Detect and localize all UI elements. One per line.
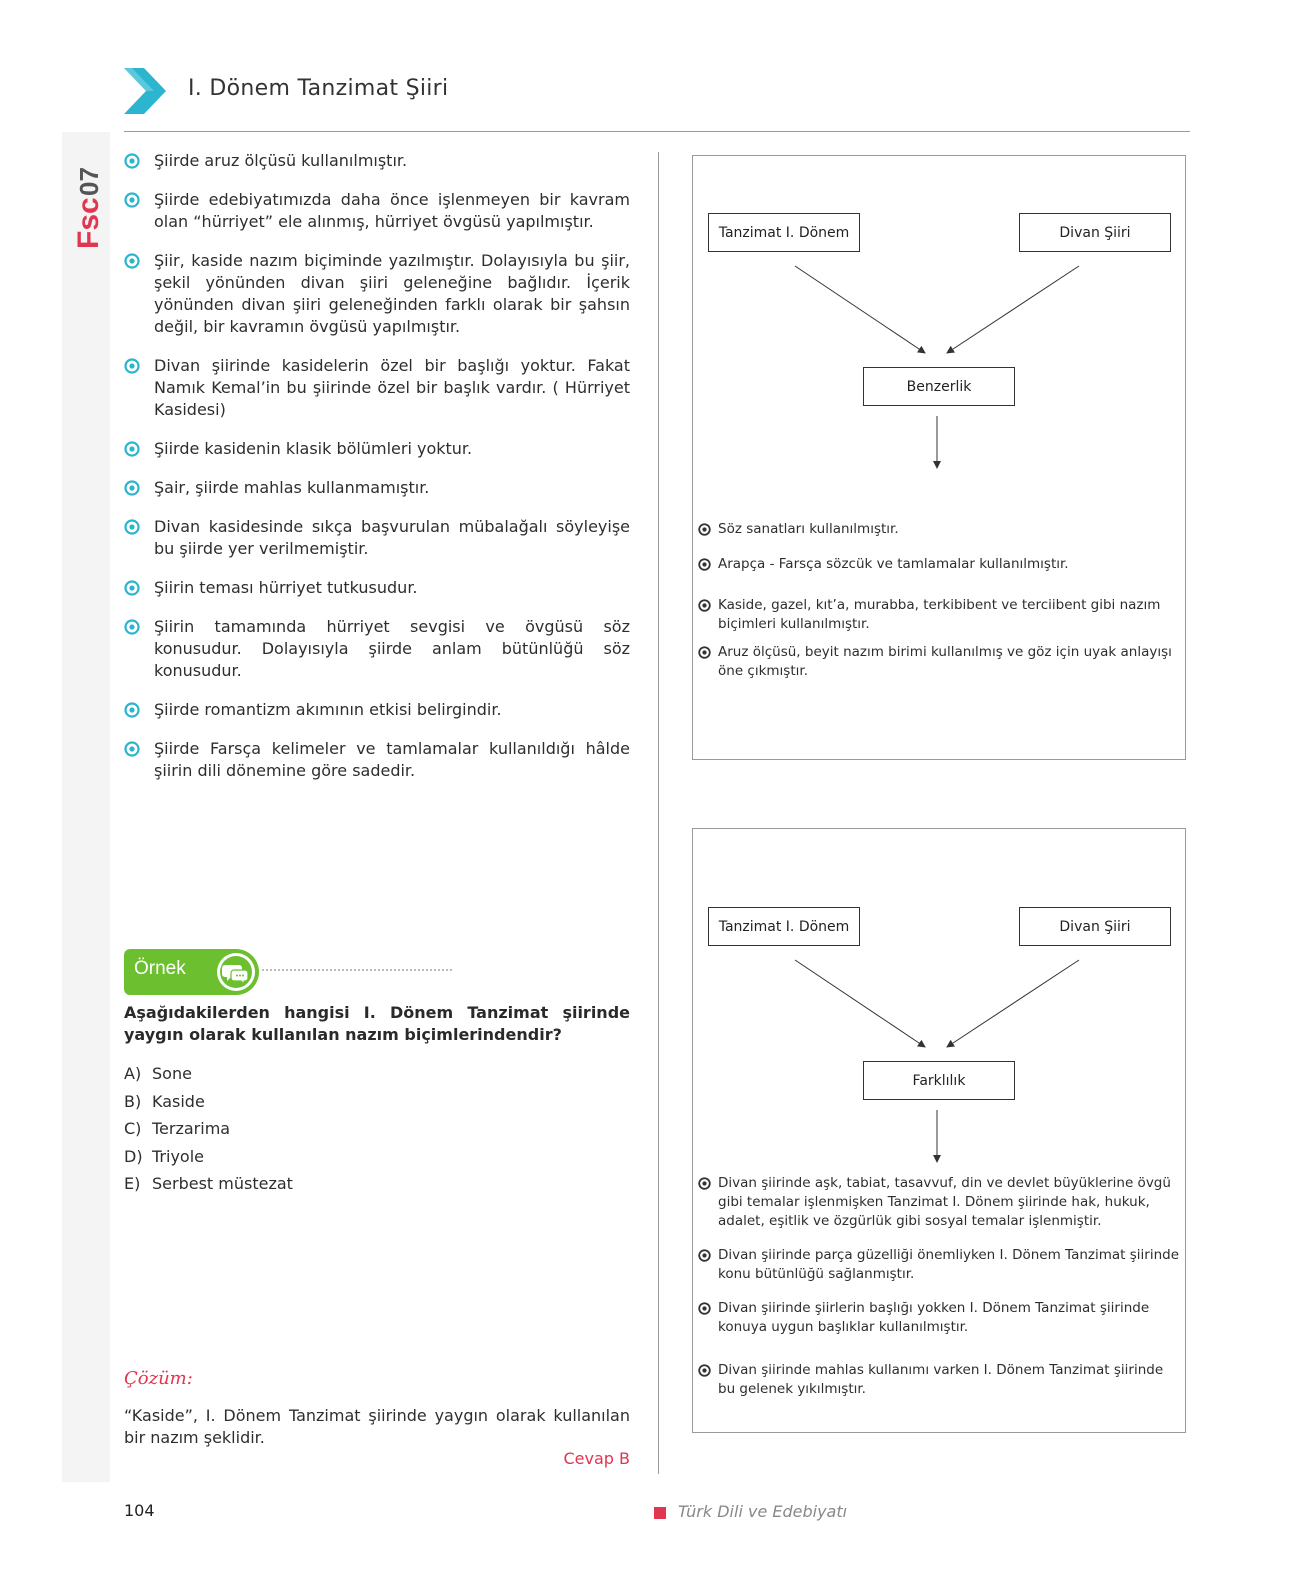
list-item (124, 189, 630, 233)
list-item-text: Şiirin tamamında hürriyet sevgisi ve övgüsü söz konusudur. Dolayısıyla şiirde anlam bütünlüğü söz konusudur. (154, 617, 630, 680)
box-benzerlik: Benzerlik (863, 367, 1015, 406)
option-letter: E) (124, 1174, 141, 1193)
target-bullet-icon (124, 519, 140, 535)
target-bullet-icon (124, 153, 140, 169)
diagram-list-item (693, 555, 1179, 574)
answer-label: Cevap B (563, 1449, 630, 1468)
chevron-right-icon (124, 68, 166, 114)
diagram-list-item (693, 1361, 1179, 1399)
option-item (124, 1088, 293, 1116)
option-letter: D) (124, 1146, 143, 1166)
list-item (124, 150, 630, 172)
list-item (124, 438, 630, 460)
list-item-text: Şiirde edebiyatımızda daha önce işlenmeyen bir kavram olan “hürriyet” ele alınmış, hürriyet övgüsü yapılmıştır. (154, 190, 630, 231)
list-item-text: Divan şiirinde kasidelerin özel bir başlığı yoktur. Fakat Namık Kemal’in bu şiirinde özel bir başlık vardır. ( Hürriyet Kasidesi) (154, 356, 630, 419)
diagram-list-item (693, 520, 1179, 539)
option-letter: B) (124, 1091, 142, 1111)
diagram-item-text: Divan şiirinde şiirlerin başlığı yokken I. Dönem Tanzimat şiirinde konuya uygun başlıklar kullanılmıştır. (718, 1300, 1150, 1335)
list-item (124, 738, 630, 782)
footer-square-icon (654, 1507, 666, 1519)
question-text: Aşağıdakilerden hangisi I. Dönem Tanzimat şiirinde yaygın olarak kullanılan nazım biçimlerindendir? (124, 1003, 630, 1044)
box-tanzimat: Tanzimat I. Dönem (708, 213, 860, 252)
target-bullet-icon (698, 599, 711, 612)
svg-text:Fsc: Fsc (72, 197, 105, 249)
page-number: 104 (124, 1501, 155, 1520)
diagram-item-text: Söz sanatları kullanılmıştır. (718, 521, 899, 537)
target-bullet-icon (124, 580, 140, 596)
list-item-text: Şiirde romantizm akımının etkisi belirgindir. (154, 700, 502, 719)
list-item (124, 355, 630, 421)
similarity-list (693, 520, 1179, 681)
target-bullet-icon (124, 741, 140, 757)
option-text: Triyole (152, 1146, 204, 1166)
target-bullet-icon (698, 1302, 711, 1315)
option-text: Serbest müstezat (152, 1174, 293, 1193)
list-item-text: Divan kasidesinde sıkça başvurulan mübalağalı söyleyişe bu şiirde yer verilmemiştir. (154, 517, 630, 558)
option-letter: C) (124, 1119, 142, 1138)
box-divan: Divan Şiiri (1019, 907, 1171, 946)
list-item-text: Şiirde aruz ölçüsü kullanılmıştır. (154, 151, 408, 170)
header-divider (124, 131, 1190, 132)
target-bullet-icon (124, 192, 140, 208)
diagram-item-text: Divan şiirinde aşk, tabiat, tasavvuf, din ve devlet büyüklerine övgü gibi temalar işlenmişken Tanzimat I. Dönem şiirinde hak, hukuk, adalet, eşitlik ve özgürlük gibi sosyal temalar işlenmiştir. (718, 1175, 1171, 1229)
option-item (124, 1060, 293, 1088)
list-item-text: Şiirin teması hürriyet tutkusudur. (154, 578, 418, 597)
diagram-item-text: Divan şiirinde parça güzelliği önemliyken I. Dönem Tanzimat şiirinde konu bütünlüğü sağlanmıştır. (718, 1247, 1180, 1282)
list-item (124, 250, 630, 338)
solution-text: “Kaside”, I. Dönem Tanzimat şiirinde yaygın olarak kullanılan bir nazım şeklidir. (124, 1406, 630, 1447)
target-bullet-icon (698, 558, 711, 571)
option-text: Kaside (152, 1091, 205, 1111)
diagram-list-item (693, 1246, 1179, 1284)
list-item-text: Şiirde Farsça kelimeler ve tamlamalar kullanıldığı hâlde şiirin dili dönemine göre sadedir. (154, 739, 630, 780)
difference-list (693, 1174, 1179, 1399)
example-dotted-line (262, 969, 452, 971)
feature-list (124, 150, 630, 799)
footer-subject: Türk Dili ve Edebiyatı (678, 1502, 848, 1521)
option-text: Terzarima (152, 1119, 231, 1138)
diagram-list-item (693, 1299, 1179, 1337)
diagram-arrows (693, 829, 1185, 1169)
option-item (124, 1143, 293, 1171)
diagram-item-text: Divan şiirinde mahlas kullanımı varken I. Dönem Tanzimat şiirinde bu gelenek yıkılmıştır. (718, 1362, 1164, 1397)
diagram-list-item (693, 1174, 1179, 1231)
target-bullet-icon (124, 358, 140, 374)
page-title: I. Dönem Tanzimat Şiiri (188, 76, 449, 101)
list-item (124, 577, 630, 599)
target-bullet-icon (124, 480, 140, 496)
target-bullet-icon (124, 253, 140, 269)
diagram-item-text: Arapça - Farsça sözcük ve tamlamalar kullanılmıştır. (718, 556, 1069, 572)
target-bullet-icon (698, 1249, 711, 1262)
svg-text:07: 07 (74, 167, 104, 196)
target-bullet-icon (124, 619, 140, 635)
target-bullet-icon (698, 1177, 711, 1190)
column-divider (658, 152, 659, 1474)
diagram-item-text: Kaside, gazel, kıt’a, murabba, terkibibent ve terciibent gibi nazım biçimleri kullanılmıştır. (718, 597, 1161, 632)
option-item (124, 1115, 293, 1143)
option-text: Sone (152, 1064, 192, 1083)
box-farklilik: Farklılık (863, 1061, 1015, 1100)
solution-label: Çözüm: (124, 1368, 193, 1389)
target-bullet-icon (698, 646, 711, 659)
similarity-diagram (692, 155, 1186, 760)
difference-diagram (692, 828, 1186, 1433)
box-tanzimat: Tanzimat I. Dönem (708, 907, 860, 946)
target-bullet-icon (124, 702, 140, 718)
diagram-arrows (693, 156, 1185, 476)
example-label: Örnek (134, 958, 186, 979)
option-item (124, 1170, 293, 1198)
option-letter: A) (124, 1064, 142, 1083)
box-divan: Divan Şiiri (1019, 213, 1171, 252)
diagram-list-item (693, 596, 1179, 634)
list-item-text: Şiir, kaside nazım biçiminde yazılmıştır. Dolayısıyla bu şiir, şekil yönünden divan şiiri geleneğine bağlıdır. İçerik yönünden divan şiiri geleneğinden farklı olarak bir şahsın değil, bir kavramın övgüsü yapılmıştır. (154, 251, 630, 336)
list-item-text: Şair, şiirde mahlas kullanmamıştır. (154, 478, 430, 497)
list-item (124, 616, 630, 682)
diagram-list-item (693, 643, 1179, 681)
answer-options (124, 1060, 293, 1198)
list-item-text: Şiirde kasidenin klasik bölümleri yoktur. (154, 439, 473, 458)
target-bullet-icon (124, 441, 140, 457)
target-bullet-icon (698, 1364, 711, 1377)
list-item (124, 516, 630, 560)
list-item (124, 477, 630, 499)
list-item (124, 699, 630, 721)
side-tab (62, 132, 110, 1482)
fsc-logo (66, 154, 106, 254)
diagram-item-text: Aruz ölçüsü, beyit nazım birimi kullanılmış ve göz için uyak anlayışı öne çıkmıştır. (718, 644, 1172, 679)
target-bullet-icon (698, 523, 711, 536)
